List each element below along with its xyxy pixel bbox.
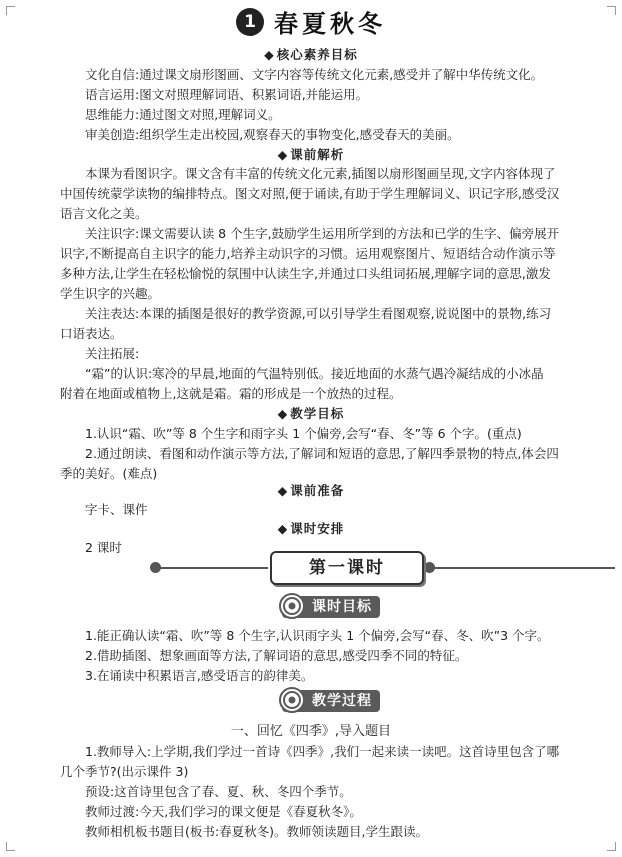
preparation-text: 字卡、课件 [85, 502, 148, 517]
section-heading-analysis: ◆ 课前解析 [277, 147, 345, 162]
teaching-process-label: 教学过程 [282, 690, 380, 712]
diamond-icon: ◆ [277, 406, 289, 421]
banner-rule-right [422, 567, 615, 569]
lesson-banner: 第一课时 [270, 551, 424, 585]
section-heading-schedule: ◆ 课时安排 [277, 521, 345, 536]
target-icon [278, 686, 306, 714]
analysis-line: “霜”的认识:寒冷的早晨,地面的气温特别低。接近地面的水蒸气遇冷凝结成的小冰晶 [85, 366, 544, 381]
section-heading-preparation: ◆ 课前准备 [277, 483, 345, 498]
diamond-icon: ◆ [277, 147, 289, 162]
analysis-line: 关注拓展: [85, 346, 140, 361]
diamond-icon: ◆ [264, 47, 275, 62]
target-icon [278, 592, 306, 620]
analysis-line: 关注识字:课文需要认读 8 个生字,鼓励学生运用所学到的方法和已学的生字、偏旁展开 [85, 226, 560, 241]
core-goal-line: 审美创造:组织学生走出校园,观察春天的事物变化,感受春天的美丽。 [85, 127, 460, 142]
teaching-goal-line: 1.认识“霜、吹”等 8 个生字和雨字头 1 个偏旁,会写“春、冬”等 6 个字。(重点) [85, 426, 522, 441]
analysis-line: 识字,不断提高自主识字的能力,培养主动识字的习惯。运用观察图片、短语结合动作演示等 [60, 246, 556, 261]
core-goal-line: 思维能力:通过图文对照,理解词义。 [85, 107, 281, 122]
process-line: 预设:这首诗里包含了春、夏、秋、冬四个季节。 [85, 784, 352, 799]
schedule-text: 2 课时 [85, 540, 122, 555]
diamond-icon: ◆ [277, 483, 289, 498]
corner-mark-bottom-left [6, 842, 15, 851]
analysis-line: 关注表达:本课的插图是很好的教学资源,可以引导学生看图观察,说说图中的景物,练习 [85, 306, 552, 321]
banner-dot-right [424, 562, 435, 573]
lesson-number-badge: 1 [236, 8, 264, 36]
analysis-line: 附着在地面或植物上,这就是霜。霜的形成是一个放热的过程。 [60, 386, 402, 401]
section-heading-core-goals: ◆ 核心素养目标 [264, 47, 358, 62]
process-line: 教师相机板书题目(板书:春夏秋冬)。教师领读题目,学生跟读。 [85, 824, 428, 839]
lesson-title-text: 春夏秋冬 [274, 10, 386, 38]
diamond-icon: ◆ [277, 521, 289, 536]
corner-mark-bottom-right [607, 842, 616, 851]
lesson-goal-line: 2.借助插图、想象画面等方法,了解词语的意思,感受四季不同的特征。 [85, 648, 468, 663]
lesson-title [0, 4, 622, 40]
core-goal-line: 文化自信:通过课文扇形图画、文字内容等传统文化元素,感受并了解中华传统文化。 [85, 67, 544, 82]
lesson-goal-line: 1.能正确认读“霜、吹”等 8 个生字,认识雨字头 1 个偏旁,会写“春、冬、吹”3 个字。 [85, 628, 550, 643]
lesson-goal-line: 3.在诵读中积累语言,感受语言的韵律美。 [85, 668, 314, 683]
process-line: 教师过渡:今天,我们学习的课文便是《春夏秋冬》。 [85, 804, 362, 819]
analysis-line: 语言文化之美。 [60, 206, 148, 221]
step-title: 一、回忆《四季》,导入题目 [230, 724, 392, 739]
analysis-line: 本课为看图识字。课文含有丰富的传统文化元素,插图以扇形图画呈现,文字内容体现了 [85, 166, 556, 181]
process-line: 1.教师导入:上学期,我们学过一首诗《四季》,我们一起来读一读吧。这首诗里包含了哪 [85, 744, 560, 759]
teaching-goal-line: 2.通过朗读、看图和动作演示等方法,了解词和短语的意思,了解四季景物的特点,体会四 [85, 446, 559, 461]
process-line: 几个季节?(出示课件 3) [60, 764, 189, 779]
lesson-goals-label: 课时目标 [282, 596, 380, 618]
analysis-line: 学生识字的兴趣。 [60, 286, 161, 301]
analysis-line: 口语表达。 [60, 326, 123, 341]
analysis-line: 多种方法,让学生在轻松愉悦的氛围中认读生字,并通过口头组词拓展,理解字词的意思,激发 [60, 266, 551, 281]
banner-rule-left [155, 567, 268, 569]
section-heading-teaching-goals: ◆ 教学目标 [277, 406, 345, 421]
teaching-goal-line: 季的美好。(难点) [60, 466, 158, 481]
analysis-line: 中国传统蒙学读物的编排特点。图文对照,便于诵读,有助于学生理解词义、识记字形,感受汉 [60, 186, 560, 201]
core-goal-line: 语言运用:图文对照理解词语、积累词语,并能运用。 [85, 87, 369, 102]
banner-dot-left [150, 562, 161, 573]
